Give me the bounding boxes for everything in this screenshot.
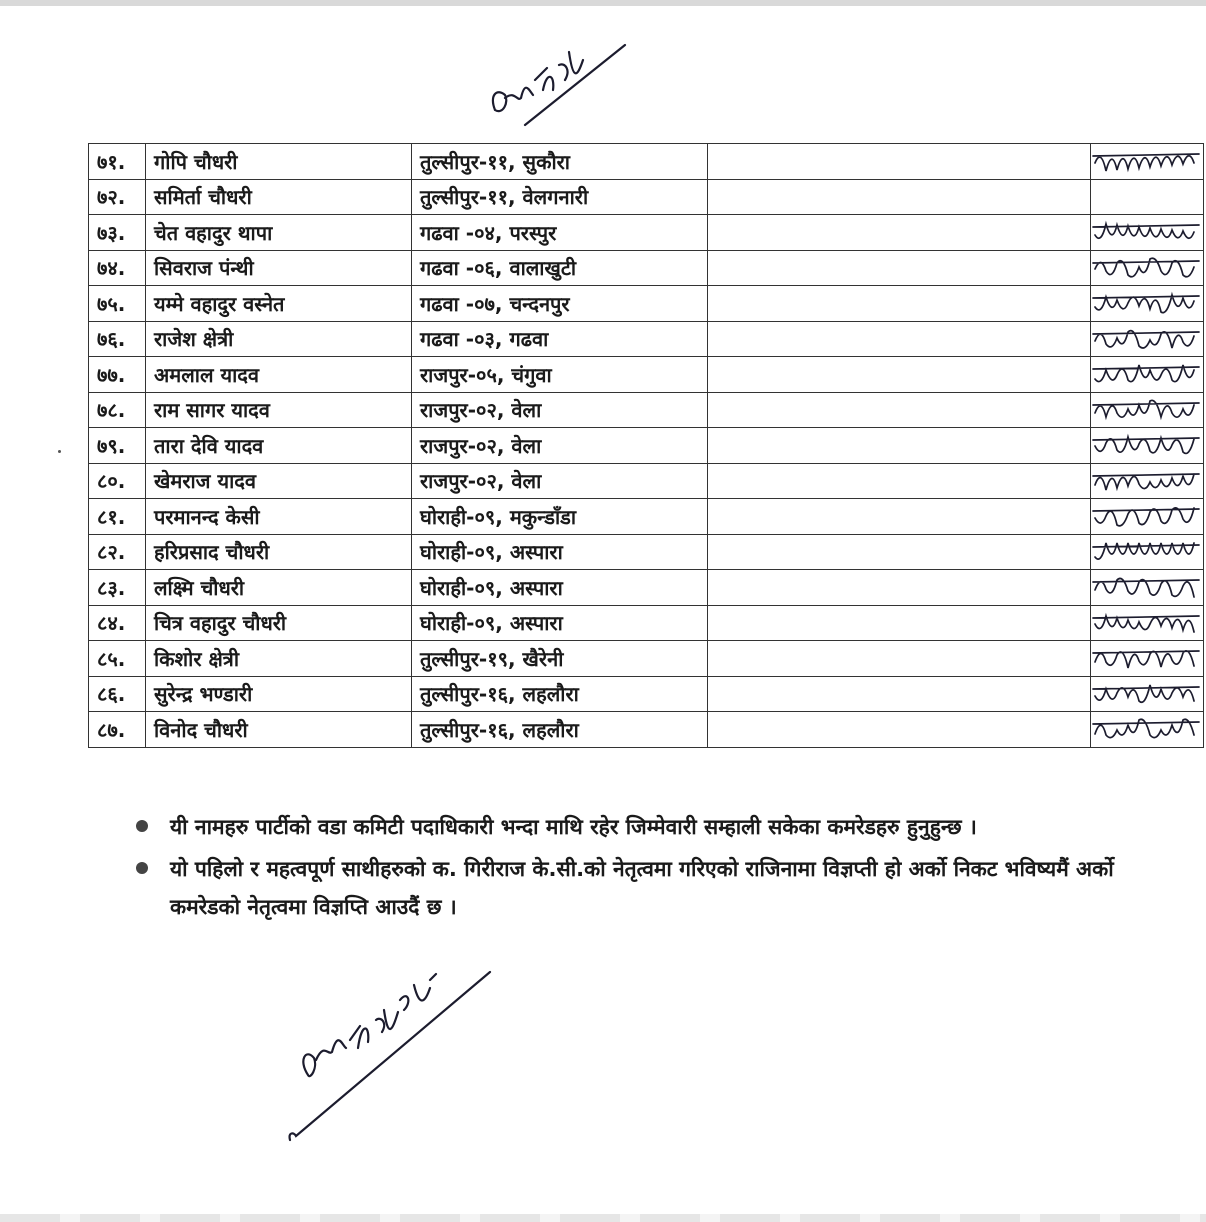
signature-cell — [1091, 605, 1204, 641]
blank-cell — [708, 357, 1091, 393]
member-name: राम सागर यादव — [146, 392, 412, 428]
bottom-signature — [280, 960, 510, 1150]
handwritten-signature — [1091, 286, 1201, 320]
handwritten-signature — [1091, 393, 1201, 427]
signature-cell — [1091, 321, 1204, 357]
table-row — [89, 605, 1204, 641]
member-address: घोराही-०९, अस्पारा — [412, 570, 708, 606]
serial-number: ८२. — [89, 534, 146, 570]
signature-cell — [1091, 392, 1204, 428]
member-address: राजपुर-०२, वेला — [412, 392, 708, 428]
handwritten-signature — [1091, 251, 1201, 285]
table-row — [89, 215, 1204, 251]
handwritten-signature — [1091, 499, 1201, 533]
member-address: घोराही-०९, मकुन्डाँडा — [412, 499, 708, 535]
serial-number: ७८. — [89, 392, 146, 428]
blank-cell — [708, 428, 1091, 464]
table-row — [89, 144, 1204, 180]
blank-cell — [708, 321, 1091, 357]
table-row — [89, 250, 1204, 286]
signature-cell — [1091, 428, 1204, 464]
member-name: अमलाल यादव — [146, 357, 412, 393]
scan-bottom-edge — [0, 1214, 1206, 1222]
serial-number: ७४. — [89, 250, 146, 286]
member-address: राजपुर-०५, चंगुवा — [412, 357, 708, 393]
member-address: गढवा -०६, वालाखुटी — [412, 250, 708, 286]
signature-cell — [1091, 499, 1204, 535]
scan-top-edge — [0, 0, 1206, 6]
blank-cell — [708, 605, 1091, 641]
signature-cell — [1091, 286, 1204, 322]
blank-cell — [708, 179, 1091, 215]
handwritten-signature — [1091, 677, 1201, 711]
handwritten-signature — [1091, 322, 1201, 356]
serial-number: ७२. — [89, 179, 146, 215]
serial-number: ७३. — [89, 215, 146, 251]
member-name: चेत वहादुर थापा — [146, 215, 412, 251]
serial-number: ८३. — [89, 570, 146, 606]
table-row — [89, 570, 1204, 606]
handwritten-signature — [1091, 464, 1201, 498]
blank-cell — [708, 144, 1091, 180]
handwritten-signature — [1091, 606, 1201, 640]
table-row — [89, 321, 1204, 357]
serial-number: ८४. — [89, 605, 146, 641]
signature-cell — [1091, 357, 1204, 393]
signature-cell — [1091, 712, 1204, 748]
handwritten-signature — [1091, 215, 1201, 249]
member-name: सुरेन्द्र भण्डारी — [146, 676, 412, 712]
table-row — [89, 286, 1204, 322]
member-name: सिवराज पंन्थी — [146, 250, 412, 286]
blank-cell — [708, 392, 1091, 428]
signature-cell — [1091, 144, 1204, 180]
member-name: समिर्ता चौधरी — [146, 179, 412, 215]
table-row — [89, 676, 1204, 712]
serial-number: ७१. — [89, 144, 146, 180]
member-address: तुल्सीपुर-१६, लहलौरा — [412, 676, 708, 712]
serial-number: ८५. — [89, 641, 146, 677]
member-name: चित्र वहादुर चौधरी — [146, 605, 412, 641]
table-row — [89, 392, 1204, 428]
handwritten-signature — [1091, 428, 1201, 462]
note-text: यी नामहरु पार्टीको वडा कमिटी पदाधिकारी भन्दा माथि रहेर जिम्मेवारी सम्हाली सकेका कमरेडहरु हुनुहुन्छ । — [170, 815, 977, 839]
signature-cell — [1091, 641, 1204, 677]
member-name: तारा देवि यादव — [146, 428, 412, 464]
notes-list — [136, 808, 1166, 930]
top-signature — [485, 40, 635, 130]
signature-cell — [1091, 179, 1204, 215]
member-address: घोराही-०९, अस्पारा — [412, 605, 708, 641]
table-row — [89, 463, 1204, 499]
table-row — [89, 357, 1204, 393]
table-row — [89, 499, 1204, 535]
blank-cell — [708, 570, 1091, 606]
handwritten-signature — [1091, 535, 1201, 569]
serial-number: ८७. — [89, 712, 146, 748]
table-row — [89, 534, 1204, 570]
serial-number: ८१. — [89, 499, 146, 535]
scan-speck — [58, 450, 61, 453]
handwritten-signature — [1091, 144, 1201, 178]
table-row — [89, 712, 1204, 748]
member-address: घोराही-०९, अस्पारा — [412, 534, 708, 570]
member-address: तुल्सीपुर-११, सुकौरा — [412, 144, 708, 180]
signature-cell — [1091, 534, 1204, 570]
member-name: हरिप्रसाद चौधरी — [146, 534, 412, 570]
signature-cell — [1091, 570, 1204, 606]
blank-cell — [708, 534, 1091, 570]
blank-cell — [708, 250, 1091, 286]
handwritten-signature — [1091, 570, 1201, 604]
note-text: यो पहिलो र महत्वपूर्ण साथीहरुको क. गिरीराज के.सी.को नेतृत्वमा गरिएको राजिनामा विज्ञप्ती हो अर्को निकट भविष्यमैं अर्को कमरेडको नेतृत्वमा विज्ञप्ति आउदैं छ । — [170, 857, 1114, 919]
member-name: परमानन्द केसी — [146, 499, 412, 535]
signature-cell — [1091, 215, 1204, 251]
blank-cell — [708, 499, 1091, 535]
handwritten-signature — [1091, 357, 1201, 391]
blank-cell — [708, 286, 1091, 322]
member-name: गोपि चौधरी — [146, 144, 412, 180]
blank-cell — [708, 641, 1091, 677]
note-item — [136, 808, 1166, 846]
member-name: राजेश क्षेत्री — [146, 321, 412, 357]
serial-number: ७६. — [89, 321, 146, 357]
member-name: विनोद चौधरी — [146, 712, 412, 748]
blank-cell — [708, 712, 1091, 748]
signature-cell — [1091, 250, 1204, 286]
member-name: किशोर क्षेत्री — [146, 641, 412, 677]
signature-cell — [1091, 463, 1204, 499]
member-address: गढवा -०७, चन्दनपुर — [412, 286, 708, 322]
member-name: लक्ष्मि चौधरी — [146, 570, 412, 606]
handwritten-signature — [1091, 712, 1201, 746]
member-address: राजपुर-०२, वेला — [412, 463, 708, 499]
member-address: तुल्सीपुर-१६, लहलौरा — [412, 712, 708, 748]
serial-number: ८०. — [89, 463, 146, 499]
blank-cell — [708, 215, 1091, 251]
member-address: राजपुर-०२, वेला — [412, 428, 708, 464]
serial-number: ७९. — [89, 428, 146, 464]
members-table — [88, 143, 1204, 748]
member-address: तुल्सीपुर-११, वेलगनारी — [412, 179, 708, 215]
blank-cell — [708, 463, 1091, 499]
serial-number: ७७. — [89, 357, 146, 393]
member-address: गढवा -०३, गढवा — [412, 321, 708, 357]
member-name: यम्मे वहादुर वस्नेत — [146, 286, 412, 322]
bullet-icon — [136, 862, 148, 874]
signature-cell — [1091, 676, 1204, 712]
serial-number: ८६. — [89, 676, 146, 712]
member-address: गढवा -०४, परस्पुर — [412, 215, 708, 251]
member-address: तुल्सीपुर-१९, खैरेनी — [412, 641, 708, 677]
note-item — [136, 850, 1166, 926]
blank-cell — [708, 676, 1091, 712]
member-name: खेमराज यादव — [146, 463, 412, 499]
table-row — [89, 428, 1204, 464]
handwritten-signature — [1091, 641, 1201, 675]
table-row — [89, 179, 1204, 215]
bullet-icon — [136, 820, 148, 832]
table-row — [89, 641, 1204, 677]
serial-number: ७५. — [89, 286, 146, 322]
